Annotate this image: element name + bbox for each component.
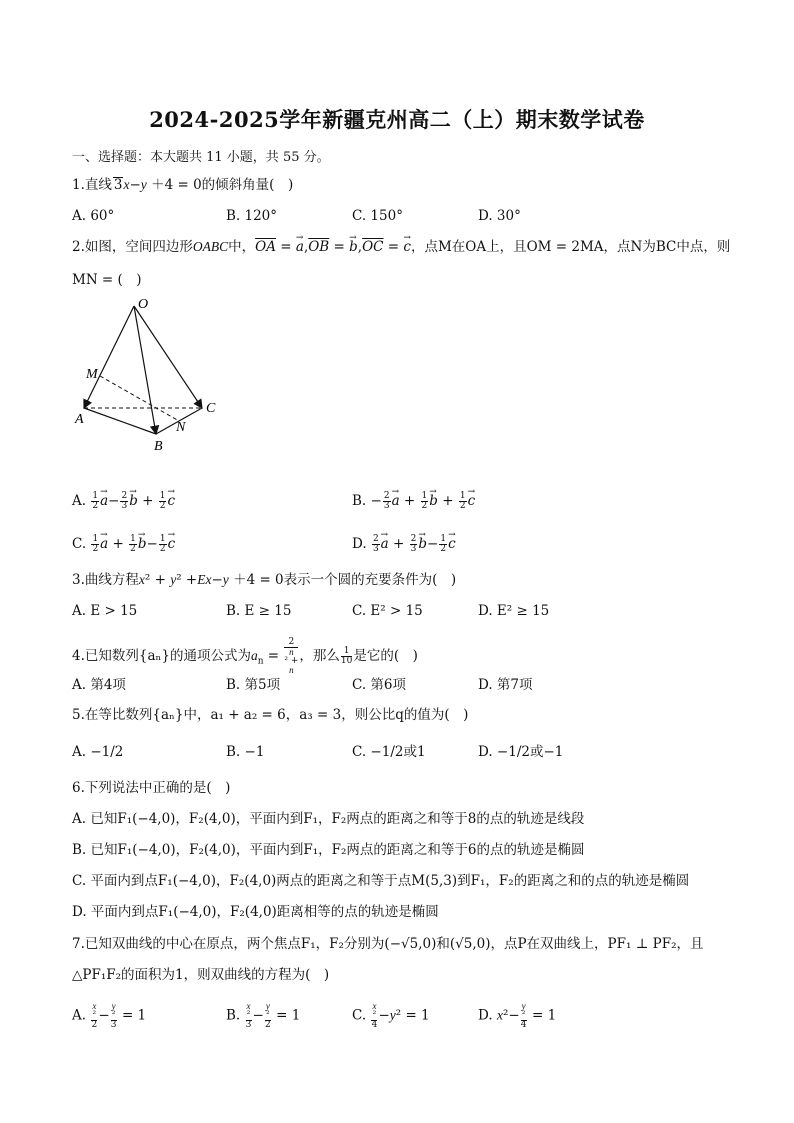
- q6-option-d[interactable]: D. 平面内到点F₁(−4,0)，F₂(4,0)距离相等的点的轨迹是椭圆: [72, 904, 439, 920]
- q7-option-a[interactable]: A. x ² 2 − y ² 3 = 1: [72, 1001, 147, 1030]
- q7-option-d[interactable]: D. x²− y ² 4 = 1: [478, 1001, 557, 1030]
- q6-option-c[interactable]: C. 平面内到点F₁(−4,0)，F₂(4,0)两点的距离之和等于点M(5,3)到F₁，F₂的距离之和的点的轨迹是椭圆: [72, 873, 690, 889]
- label-o: O: [138, 297, 149, 312]
- question-1: 1.直线 3x−y ＋4 = 0的倾斜角量( ): [72, 177, 294, 193]
- q4-option-a[interactable]: A. 第4项: [72, 677, 126, 693]
- question-4: 4.已知数列{aₙ}的通项公式为$a_n$ = 2 n ² + n ，那么 $\frac{1}{10}$ 是它的( ): [72, 637, 418, 675]
- q7-option-b[interactable]: B. x ² 3 − y ² 2 = 1: [226, 1001, 301, 1030]
- segment-mn: [100, 376, 179, 421]
- q5-option-d[interactable]: D. −1/2或−1: [478, 744, 564, 760]
- label-b: B: [154, 439, 163, 454]
- q5-option-c[interactable]: C. −1/2或1: [352, 744, 426, 760]
- q2-option-a[interactable]: A. $\frac{1}{2}$ → a− $\frac{2}{3}$ → b + $\frac{1}{2}$ → c: [72, 492, 175, 511]
- q3-option-b[interactable]: B. E ≥ 15: [226, 603, 292, 619]
- q2-option-c[interactable]: C. $\frac{1}{2}$ → a + $\frac{1}{2}$ → b− $\frac{1}{2}$ → c: [72, 535, 175, 554]
- q5-option-b[interactable]: B. −1: [226, 744, 265, 760]
- q4-formula: $a_n$ = 2 n ² + n: [250, 637, 299, 675]
- section-heading: 一、选择题：本大题共 11 小题，共 55 分。: [72, 150, 330, 165]
- question-6: 6.下列说法中正确的是( ): [72, 780, 231, 796]
- q6-option-a[interactable]: A. 已知F₁(−4,0)，F₂(4,0)，平面内到F₁，F₂两点的距离之和等于8的点的轨迹是线段: [72, 811, 585, 827]
- edge-ob: [134, 306, 156, 434]
- q3-option-d[interactable]: D. E² ≥ 15: [478, 603, 550, 619]
- edge-oc: [134, 306, 202, 408]
- q3-formula: x² + y² +Ex−y ＋4 = 0: [138, 572, 284, 588]
- q2-vectors: $\overline{OA}$ = → $a,\overline{OB}$ = → $b,\overline{OC}$ = → c: [255, 239, 411, 255]
- q1-formula: 3x−y ＋4 = 0: [113, 177, 202, 193]
- question-7: 7.已知双曲线的中心在原点，两个焦点F₁，F₂分别为(−√5,0)和(√5,0)，点P在双曲线上，PF₁ ⊥ PF₂，且: [72, 936, 704, 952]
- label-m: M: [86, 367, 98, 382]
- edge-ab: [84, 408, 156, 434]
- q2-option-d[interactable]: D. $\frac{2}{3}$ → a + $\frac{2}{3}$ → b− $\frac{1}{2}$ → c: [352, 535, 456, 554]
- q4-option-b[interactable]: B. 第5项: [226, 677, 281, 693]
- q6-option-b[interactable]: B. 已知F₁(−4,0)，F₂(4,0)，平面内到F₁，F₂两点的距离之和等于6的点的轨迹是椭圆: [72, 842, 585, 858]
- q4-option-c[interactable]: C. 第6项: [352, 677, 407, 693]
- tetrahedron-figure: [72, 292, 232, 457]
- label-c: C: [206, 401, 216, 416]
- q5-option-a[interactable]: A. −1/2: [72, 744, 124, 760]
- page-title: 2024-2025学年新疆克州高二（上）期末数学试卷: [149, 107, 645, 132]
- q3-option-a[interactable]: A. E > 15: [72, 603, 138, 619]
- q3-option-c[interactable]: C. E² > 15: [352, 603, 423, 619]
- label-n: N: [176, 420, 186, 435]
- q1-option-c[interactable]: C. 150°: [352, 208, 403, 224]
- q1-option-a[interactable]: A. 60°: [72, 208, 115, 224]
- q4-option-d[interactable]: D. 第7项: [478, 677, 533, 693]
- label-a: A: [75, 412, 84, 427]
- q7-option-c[interactable]: C. x ² 4 −y² = 1: [352, 1001, 430, 1030]
- question-7-line2: △PF₁F₂的面积为1，则双曲线的方程为( ): [72, 967, 330, 983]
- q1-option-b[interactable]: B. 120°: [226, 208, 278, 224]
- question-2-line2: MN = ( ): [72, 272, 142, 288]
- question-3: 3.曲线方程x² + y² +Ex−y ＋4 = 0表示一个圆的充要条件为( ): [72, 572, 457, 588]
- q2-option-b[interactable]: B. − $\frac{2}{3}$ → a + $\frac{1}{2}$ → b + $\frac{1}{2}$ → c: [352, 492, 475, 511]
- question-5: 5.在等比数列{aₙ}中，a₁ + a₂ = 6，a₃ = 3，则公比q的值为( ): [72, 707, 469, 723]
- question-2: 2.如图，空间四边形OABC中，$\overline{OA}$ = → $a,\overline{OB}$ = → $b,\overline{OC}$ = → c，点M在OA上，且OM = 2MA，点N为BC中点，则: [72, 238, 730, 256]
- q1-option-d[interactable]: D. 30°: [478, 208, 521, 224]
- edge-oa: [84, 306, 134, 408]
